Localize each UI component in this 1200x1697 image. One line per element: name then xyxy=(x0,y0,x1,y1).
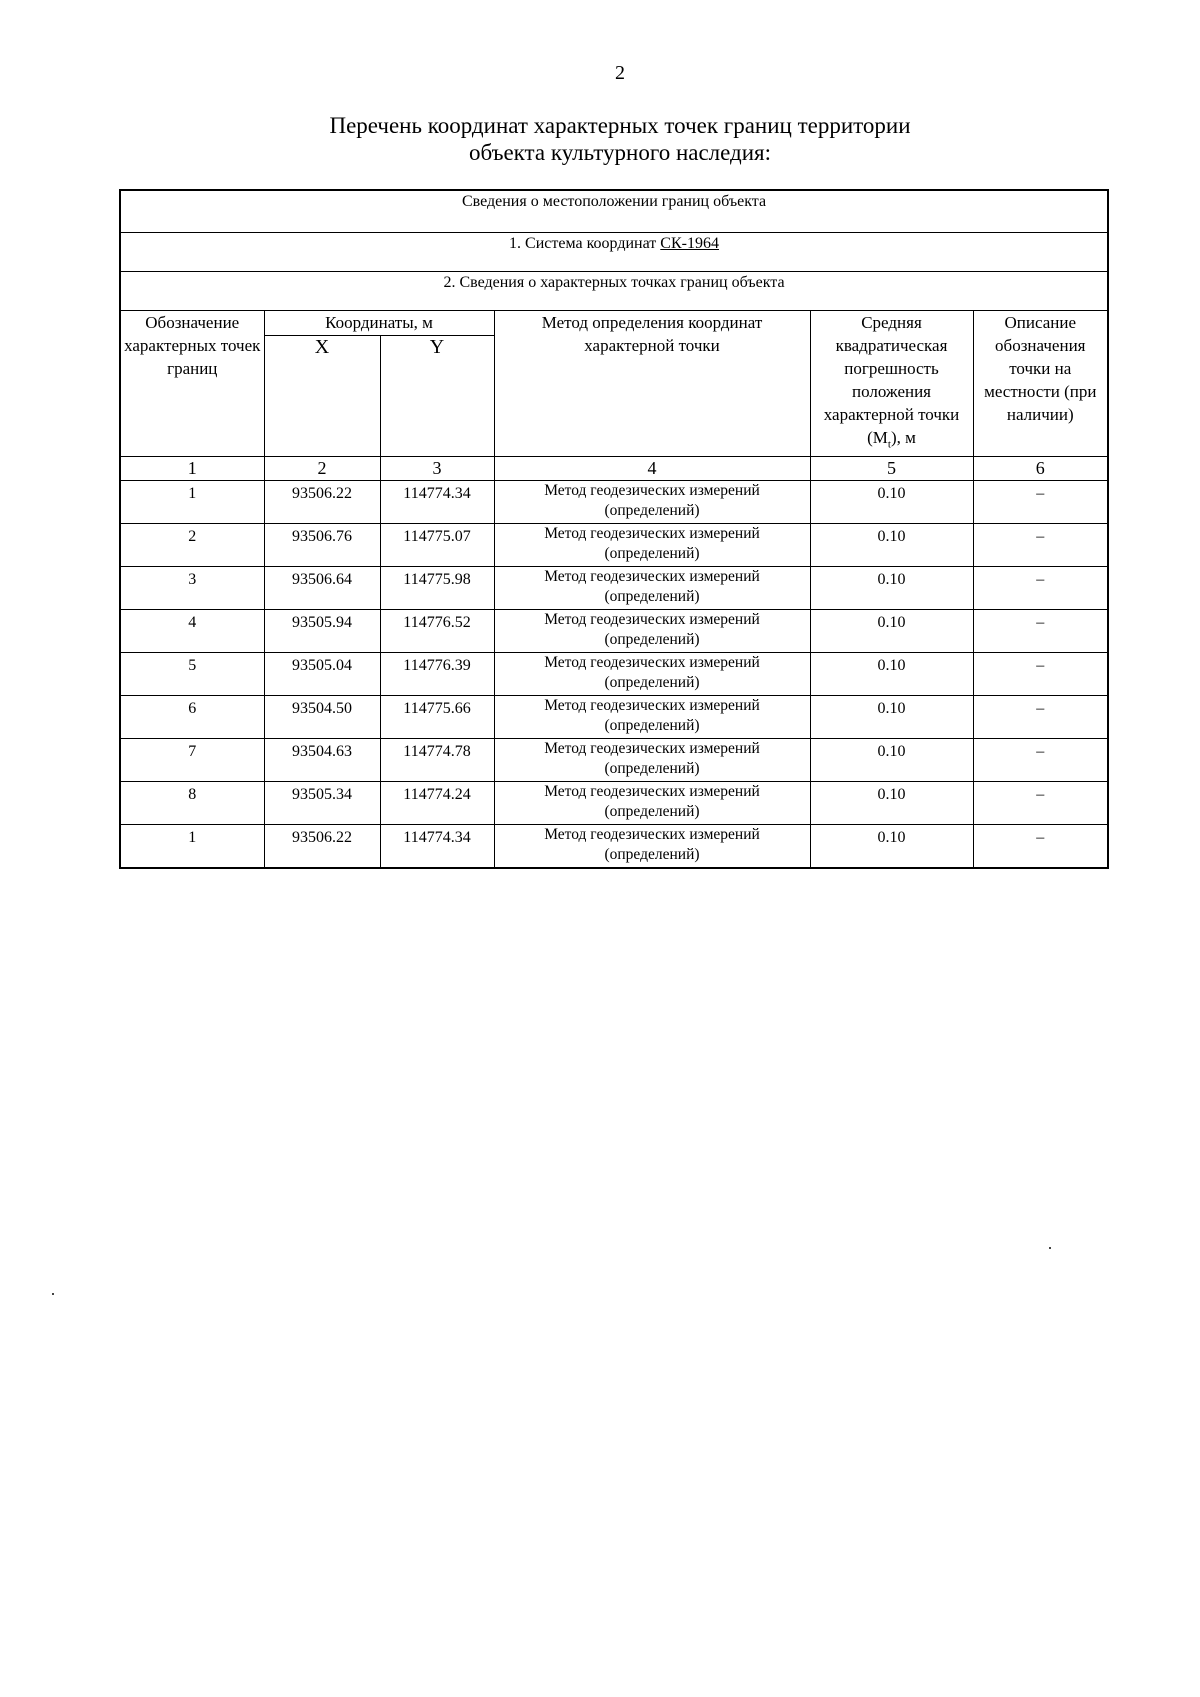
table-row xyxy=(120,739,1108,782)
error-value: 0.10 xyxy=(810,825,973,869)
description-value: – xyxy=(973,524,1108,567)
error-value: 0.10 xyxy=(810,653,973,696)
coord-y: 114776.39 xyxy=(380,653,494,696)
point-number: 1 xyxy=(120,481,264,524)
coord-y: 114775.98 xyxy=(380,567,494,610)
error-value: 0.10 xyxy=(810,782,973,825)
method-cell: Метод геодезических измерений (определений) xyxy=(494,739,810,782)
section-title: Сведения о местоположении границ объекта xyxy=(120,190,1108,233)
point-number: 3 xyxy=(120,567,264,610)
error-value: 0.10 xyxy=(810,610,973,653)
column-number: 5 xyxy=(810,457,973,481)
coord-x: 93506.22 xyxy=(264,481,380,524)
header-error-text: Средняя квадратическая погрешность положения характерной точки $(M_t)$, м xyxy=(823,313,960,451)
coordinate-system-value: СК-1964 xyxy=(660,235,719,252)
table-body xyxy=(120,481,1108,869)
coord-x: 93505.04 xyxy=(264,653,380,696)
coord-y: 114775.66 xyxy=(380,696,494,739)
coord-x: 93505.94 xyxy=(264,610,380,653)
table-row xyxy=(120,524,1108,567)
header-y: Y xyxy=(380,335,494,457)
coord-x: 93506.76 xyxy=(264,524,380,567)
column-number: 4 xyxy=(494,457,810,481)
coord-x: 93504.50 xyxy=(264,696,380,739)
table-row xyxy=(120,825,1108,869)
point-number: 1 xyxy=(120,825,264,869)
method-cell: Метод геодезических измерений (определений) xyxy=(494,825,810,869)
method-cell: Метод геодезических измерений (определений) xyxy=(494,481,810,524)
description-value: – xyxy=(973,782,1108,825)
table-row xyxy=(120,481,1108,524)
description-value: – xyxy=(973,481,1108,524)
column-number: 1 xyxy=(120,457,264,481)
coord-y: 114774.24 xyxy=(380,782,494,825)
column-number: 2 xyxy=(264,457,380,481)
coord-x: 93506.22 xyxy=(264,825,380,869)
points-info-label: 2. Сведения о характерных точках границ объекта xyxy=(120,272,1108,311)
table-row xyxy=(120,696,1108,739)
header-coordinates: Координаты, м xyxy=(264,311,494,336)
scan-artifact-dot xyxy=(52,1293,54,1295)
coord-y: 114775.07 xyxy=(380,524,494,567)
page-number: 2 xyxy=(615,62,625,84)
table-row xyxy=(120,610,1108,653)
coordinates-table xyxy=(119,189,1109,869)
coord-x: 93505.34 xyxy=(264,782,380,825)
header-x: X xyxy=(264,335,380,457)
coord-y: 114776.52 xyxy=(380,610,494,653)
section-title-row xyxy=(120,190,1108,233)
header-description: Описание обозначения точки на местности (при наличии) xyxy=(973,311,1108,457)
description-value: – xyxy=(973,653,1108,696)
coord-y: 114774.34 xyxy=(380,825,494,869)
table-row xyxy=(120,653,1108,696)
scan-artifact-dot xyxy=(1049,1247,1051,1249)
method-cell: Метод геодезических измерений (определений) xyxy=(494,696,810,739)
error-value: 0.10 xyxy=(810,567,973,610)
error-value: 0.10 xyxy=(810,696,973,739)
coordinate-system xyxy=(120,233,1108,272)
title-line-2: объекта культурного наследия: xyxy=(468,140,772,165)
method-cell: Метод геодезических измерений (определений) xyxy=(494,653,810,696)
description-value: – xyxy=(973,610,1108,653)
coord-y: 114774.78 xyxy=(380,739,494,782)
column-number: 3 xyxy=(380,457,494,481)
points-info-row xyxy=(120,272,1108,311)
point-number: 4 xyxy=(120,610,264,653)
column-numbers-row xyxy=(120,457,1108,481)
description-value: – xyxy=(973,739,1108,782)
description-value: – xyxy=(973,696,1108,739)
error-value: 0.10 xyxy=(810,481,973,524)
description-value: – xyxy=(973,825,1108,869)
point-number: 7 xyxy=(120,739,264,782)
header-designation: Обозначение характерных точек границ xyxy=(120,311,264,457)
coord-y: 114774.34 xyxy=(380,481,494,524)
header-row-1 xyxy=(120,311,1108,336)
title-line-1: Перечень координат характерных точек границ территории xyxy=(329,113,911,138)
method-cell: Метод геодезических измерений (определений) xyxy=(494,524,810,567)
table-row xyxy=(120,782,1108,825)
table-row xyxy=(120,567,1108,610)
point-number: 5 xyxy=(120,653,264,696)
document-title xyxy=(0,112,1200,166)
coordinate-system-label: 1. Система координат xyxy=(509,235,661,252)
method-cell: Метод геодезических измерений (определений) xyxy=(494,610,810,653)
header-error xyxy=(810,311,973,457)
coordinate-system-row xyxy=(120,233,1108,272)
point-number: 8 xyxy=(120,782,264,825)
method-cell: Метод геодезических измерений (определений) xyxy=(494,782,810,825)
point-number: 6 xyxy=(120,696,264,739)
description-value: – xyxy=(973,567,1108,610)
point-number: 2 xyxy=(120,524,264,567)
error-value: 0.10 xyxy=(810,524,973,567)
error-value: 0.10 xyxy=(810,739,973,782)
column-number: 6 xyxy=(973,457,1108,481)
method-cell: Метод геодезических измерений (определений) xyxy=(494,567,810,610)
coord-x: 93506.64 xyxy=(264,567,380,610)
coord-x: 93504.63 xyxy=(264,739,380,782)
header-method: Метод определения координат характерной точки xyxy=(494,311,810,457)
